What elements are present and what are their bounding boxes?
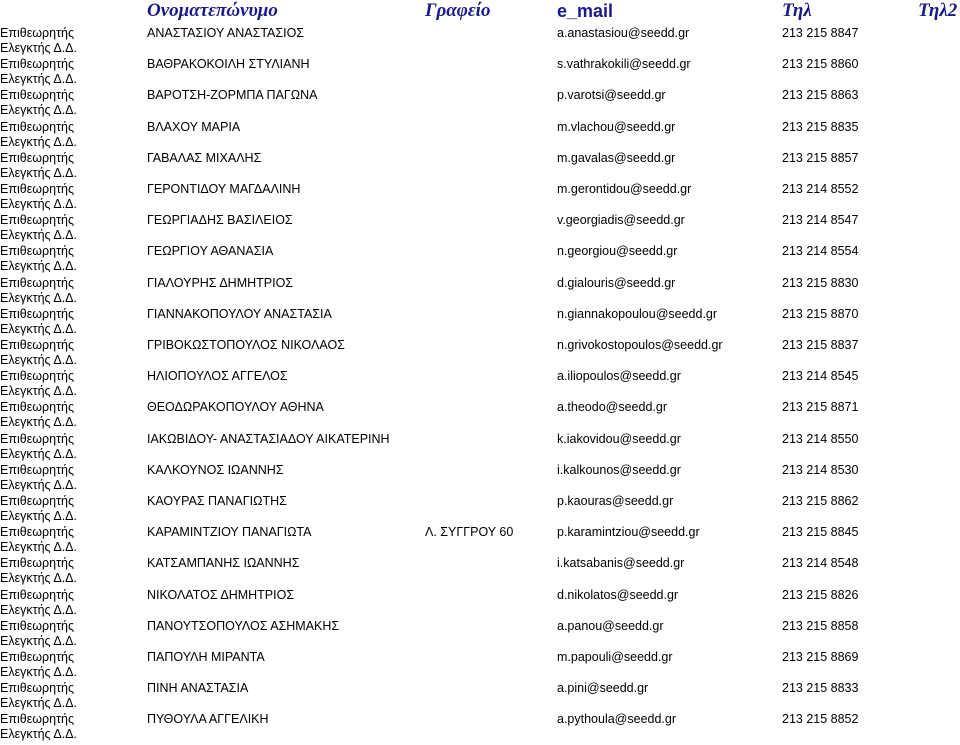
name-cell: ΑΝΑΣΤΑΣΙΟΥ ΑΝΑΣΤΑΣΙΟΣ — [147, 26, 305, 40]
role-cell: Επιθεωρητής — [0, 150, 74, 165]
email-cell: a.pini@seedd.gr — [557, 681, 649, 696]
subrole-cell: Ελεγκτής Δ.Δ. — [0, 696, 78, 711]
subrole-cell: Ελεγκτής Δ.Δ. — [0, 228, 78, 243]
role-cell: Επιθεωρητής — [0, 556, 74, 571]
phone-cell: 213 215 8845 — [782, 525, 859, 540]
table-row — [0, 524, 960, 555]
email-cell: a.iliopoulos@seedd.gr — [557, 369, 681, 384]
header-phone: Τηλ — [782, 0, 812, 21]
subrole-cell: Ελεγκτής Δ.Δ. — [0, 384, 78, 399]
subrole-cell: Ελεγκτής Δ.Δ. — [0, 72, 78, 87]
phone-cell: 213 214 8548 — [782, 556, 859, 571]
email-cell: n.georgiou@seedd.gr — [557, 244, 678, 259]
name-cell: ΚΑΛΚΟΥΝΟΣ ΙΩΑΝΝΗΣ — [147, 462, 284, 477]
subrole-cell: Ελεγκτής Δ.Δ. — [0, 41, 78, 55]
subrole-cell: Ελεγκτής Δ.Δ. — [0, 353, 78, 367]
role-cell: Επιθεωρητής — [0, 182, 74, 196]
subrole-cell: Ελεγκτής Δ.Δ. — [0, 103, 78, 118]
table-row — [0, 711, 960, 742]
name-cell: ΚΑΡΑΜΙΝΤΖΙΟΥ ΠΑΝΑΓΙΩΤΑ — [147, 525, 312, 540]
email-cell: m.gavalas@seedd.gr — [557, 150, 676, 165]
table-row — [0, 87, 960, 118]
role-cell: Επιθεωρητής — [0, 650, 74, 664]
phone-cell: 213 215 8835 — [782, 119, 859, 134]
table-row — [0, 431, 960, 462]
email-cell: n.giannakopoulou@seedd.gr — [557, 306, 718, 321]
email-cell: p.kaouras@seedd.gr — [557, 494, 674, 508]
phone-cell: 213 215 8871 — [782, 400, 859, 415]
phone-cell: 213 214 8552 — [782, 182, 859, 196]
table-row — [0, 368, 960, 399]
phone-cell: 213 215 8857 — [782, 150, 859, 165]
email-cell: a.theodo@seedd.gr — [557, 400, 667, 415]
subrole-cell: Ελεγκτής Δ.Δ. — [0, 540, 78, 555]
phone-cell: 213 214 8530 — [782, 462, 859, 477]
phone-cell: 213 215 8870 — [782, 306, 859, 321]
subrole-cell: Ελεγκτής Δ.Δ. — [0, 633, 78, 648]
name-cell: ΗΛΙΟΠΟΥΛΟΣ ΑΓΓΕΛΟΣ — [147, 369, 288, 384]
name-cell: ΓΑΒΑΛΑΣ ΜΙΧΑΛΗΣ — [147, 150, 262, 165]
table-row — [0, 181, 960, 212]
subrole-cell: Ελεγκτής Δ.Δ. — [0, 165, 78, 180]
role-cell: Επιθεωρητής — [0, 57, 74, 72]
subrole-cell: Ελεγκτής Δ.Δ. — [0, 415, 78, 430]
subrole-cell: Ελεγκτής Δ.Δ. — [0, 509, 78, 523]
table-row — [0, 587, 960, 618]
header-office: Γραφείο — [425, 0, 491, 21]
phone-cell: 213 215 8852 — [782, 712, 859, 727]
name-cell: ΓΙΑΛΟΥΡΗΣ ΔΗΜΗΤΡΙΟΣ — [147, 275, 294, 290]
name-cell: ΘΕΟΔΩΡΑΚΟΠΟΥΛΟΥ ΑΘΗΝΑ — [147, 400, 324, 415]
email-cell: a.panou@seedd.gr — [557, 618, 664, 633]
name-cell: ΒΑΘΡΑΚΟΚΟΙΛΗ ΣΤΥΛΙΑΝΗ — [147, 57, 310, 72]
email-cell: m.gerontidou@seedd.gr — [557, 182, 692, 196]
name-cell: ΓΕΩΡΓΙΟΥ ΑΘΑΝΑΣΙΑ — [147, 244, 274, 259]
subrole-cell: Ελεγκτής Δ.Δ. — [0, 571, 78, 586]
role-cell: Επιθεωρητής — [0, 119, 74, 134]
name-cell: ΠΥΘΟΥΛΑ ΑΓΓΕΛΙΚΗ — [147, 712, 269, 727]
email-cell: v.georgiadis@seedd.gr — [557, 213, 685, 228]
name-cell: ΠΑΝΟΥΤΣΟΠΟΥΛΟΣ ΑΣΗΜΑΚΗΣ — [147, 618, 340, 633]
name-cell: ΓΙΑΝΝΑΚΟΠΟΥΛΟΥ ΑΝΑΣΤΑΣΙΑ — [147, 306, 332, 321]
subrole-cell: Ελεγκτής Δ.Δ. — [0, 477, 78, 492]
table-row — [0, 680, 960, 711]
header-phone2: Τηλ2 — [918, 0, 958, 21]
phone-cell: 213 214 8554 — [782, 244, 859, 259]
office-cell: Λ. ΣΥΓΓΡΟΥ 60 — [425, 525, 514, 540]
role-cell: Επιθεωρητής — [0, 338, 74, 352]
table-row — [0, 555, 960, 586]
table-row — [0, 493, 960, 524]
phone-cell: 213 214 8547 — [782, 213, 859, 228]
table-row — [0, 618, 960, 649]
table-row — [0, 275, 960, 306]
table-row — [0, 399, 960, 430]
subrole-cell: Ελεγκτής Δ.Δ. — [0, 602, 78, 617]
name-cell: ΓΡΙΒΟΚΩΣΤΟΠΟΥΛΟΣ ΝΙΚΟΛΑΟΣ — [147, 338, 345, 352]
table-row — [0, 119, 960, 150]
name-cell: ΠΑΠΟΥΛΗ ΜΙΡΑΝΤΑ — [147, 650, 265, 664]
phone-cell: 213 215 8869 — [782, 650, 859, 664]
email-cell: s.vathrakokili@seedd.gr — [557, 57, 691, 72]
table-row — [0, 462, 960, 493]
role-cell: Επιθεωρητής — [0, 275, 74, 290]
phone-cell: 213 215 8860 — [782, 57, 859, 72]
name-cell: ΓΕΡΟΝΤΙΔΟΥ ΜΑΓΔΑΛΙΝΗ — [147, 182, 301, 196]
name-cell: ΓΕΩΡΓΙΑΔΗΣ ΒΑΣΙΛΕΙΟΣ — [147, 213, 293, 228]
role-cell: Επιθεωρητής — [0, 244, 74, 259]
phone-cell: 213 214 8545 — [782, 369, 859, 384]
phone-cell: 213 215 8837 — [782, 338, 859, 352]
subrole-cell: Ελεγκτής Δ.Δ. — [0, 259, 78, 274]
name-cell: ΒΛΑΧΟΥ ΜΑΡΙΑ — [147, 119, 241, 134]
table-row — [0, 56, 960, 87]
table-row — [0, 243, 960, 274]
email-cell: p.karamintziou@seedd.gr — [557, 525, 700, 540]
subrole-cell: Ελεγκτής Δ.Δ. — [0, 727, 78, 742]
phone-cell: 213 215 8863 — [782, 88, 859, 103]
table-row — [0, 25, 960, 56]
table-row — [0, 212, 960, 243]
table-row — [0, 649, 960, 680]
subrole-cell: Ελεγκτής Δ.Δ. — [0, 290, 78, 305]
email-cell: d.gialouris@seedd.gr — [557, 275, 676, 290]
phone-cell: 213 215 8858 — [782, 618, 859, 633]
subrole-cell: Ελεγκτής Δ.Δ. — [0, 446, 78, 461]
name-cell: ΒΑΡΟΤΣΗ-ΖΟΡΜΠΑ ΠΑΓΩΝΑ — [147, 88, 318, 103]
role-cell: Επιθεωρητής — [0, 369, 74, 384]
subrole-cell: Ελεγκτής Δ.Δ. — [0, 321, 78, 336]
table-row — [0, 306, 960, 337]
phone-cell: 213 215 8826 — [782, 587, 859, 602]
table-row — [0, 150, 960, 181]
header-name: Ονοματεπώνυμο — [147, 0, 278, 21]
email-cell: i.katsabanis@seedd.gr — [557, 556, 685, 571]
email-cell: m.papouli@seedd.gr — [557, 650, 673, 664]
role-cell: Επιθεωρητής — [0, 587, 74, 602]
email-cell: n.grivokostopoulos@seedd.gr — [557, 338, 723, 352]
header-email: e_mail — [557, 1, 614, 21]
role-cell: Επιθεωρητής — [0, 618, 74, 633]
role-cell: Επιθεωρητής — [0, 462, 74, 477]
table-row — [0, 337, 960, 368]
phone-cell: 213 215 8830 — [782, 275, 859, 290]
phone-cell: 213 215 8862 — [782, 494, 859, 508]
name-cell: ΚΑΤΣΑΜΠΑΝΗΣ ΙΩΑΝΝΗΣ — [147, 556, 300, 571]
email-cell: d.nikolatos@seedd.gr — [557, 587, 679, 602]
email-cell: m.vlachou@seedd.gr — [557, 119, 676, 134]
name-cell: ΙΑΚΩΒΙΔΟΥ- ΑΝΑΣΤΑΣΙΑΔΟΥ ΑΙΚΑΤΕΡΙΝΗ — [147, 431, 390, 446]
email-cell: p.varotsi@seedd.gr — [557, 88, 666, 103]
email-cell: k.iakovidou@seedd.gr — [557, 431, 681, 446]
role-cell: Επιθεωρητής — [0, 712, 74, 727]
name-cell: ΠΙΝΗ ΑΝΑΣΤΑΣΙΑ — [147, 681, 249, 696]
subrole-cell: Ελεγκτής Δ.Δ. — [0, 197, 78, 211]
phone-cell: 213 215 8847 — [782, 26, 859, 40]
name-cell: ΚΑΟΥΡΑΣ ΠΑΝΑΓΙΩΤΗΣ — [147, 494, 287, 508]
role-cell: Επιθεωρητής — [0, 26, 74, 40]
role-cell: Επιθεωρητής — [0, 431, 74, 446]
role-cell: Επιθεωρητής — [0, 213, 74, 228]
subrole-cell: Ελεγκτής Δ.Δ. — [0, 665, 78, 679]
phone-cell: 213 215 8833 — [782, 681, 859, 696]
email-cell: a.pythoula@seedd.gr — [557, 712, 677, 727]
role-cell: Επιθεωρητής — [0, 681, 74, 696]
phone-cell: 213 214 8550 — [782, 431, 859, 446]
role-cell: Επιθεωρητής — [0, 525, 74, 540]
role-cell: Επιθεωρητής — [0, 306, 74, 321]
email-cell: a.anastasiou@seedd.gr — [557, 26, 690, 40]
role-cell: Επιθεωρητής — [0, 400, 74, 415]
role-cell: Επιθεωρητής — [0, 494, 74, 508]
email-cell: i.kalkounos@seedd.gr — [557, 462, 681, 477]
role-cell: Επιθεωρητής — [0, 88, 74, 103]
name-cell: ΝΙΚΟΛΑΤΟΣ ΔΗΜΗΤΡΙΟΣ — [147, 587, 295, 602]
subrole-cell: Ελεγκτής Δ.Δ. — [0, 134, 78, 149]
